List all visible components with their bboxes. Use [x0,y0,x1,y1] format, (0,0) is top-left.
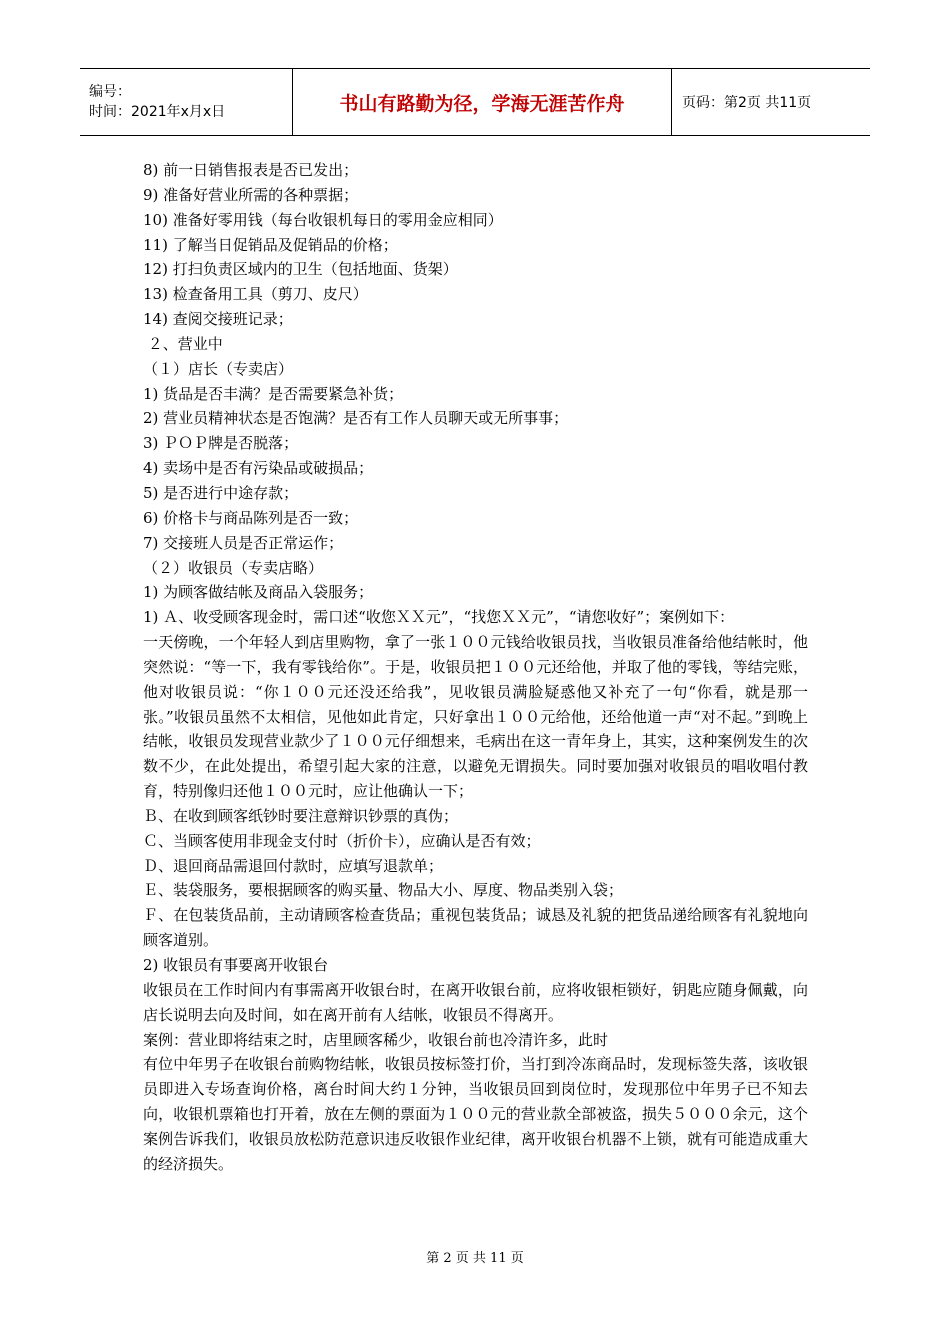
body-line: 14) 查阅交接班记录； [143,310,293,329]
page-header [80,68,870,136]
document-date: 时间：2021年x月x日 [89,104,226,120]
body-line: 13) 检查备用工具（剪刀、皮尺） [143,285,368,304]
body-line: 9) 准备好营业所需的各种票据； [143,185,359,204]
body-line: 1) 货品是否丰满？是否需要紧急补货； [143,384,404,403]
body-line: 10) 准备好零用钱（每台收银机每日的零用金应相同） [143,210,503,229]
document-body [143,158,808,1177]
page-indicator: 页码：第2页 共11页 [682,95,812,111]
body-line: 5) 是否进行中途存款； [143,483,299,502]
body-paragraph: 1) Ａ、收受顾客现金时，需口述“收您ＸＸ元”，“找您ＸＸ元”，“请您收好”；案例如下： [143,608,735,627]
body-line: 11) 了解当日促销品及促销品的价格； [143,235,398,254]
body-line: 2) 营业员精神状态是否饱满？是否有工作人员聊天或无所事事； [143,409,569,428]
body-line: 2) 收银员有事要离开收银台 [143,956,329,974]
body-line: Ｄ、退回商品需退回付款时，应填写退款单； [143,856,444,875]
header-right-cell [672,69,871,136]
body-paragraph: 收银员在工作时间内有事需离开收银台时，在离开收银台前，应将收银柜锁好，钥匙应随身佩戴，向店长说明去向及时间，如在离开前有人结帐，收银员不得离开。 [143,980,808,1024]
body-paragraph: Ｆ、在包装货品前，主动请顾客检查货品；重视包装货品；诚恳及礼貌的把货品递给顾客有礼貌地向顾客道别。 [143,906,808,950]
body-line: 案例：营业即将结束之时，店里顾客稀少，收银台前也冷清许多，此时 [143,1030,609,1049]
body-line: 1) 为顾客做结帐及商品入袋服务； [143,583,374,602]
header-center-cell [293,69,672,136]
body-line: 6) 价格卡与商品陈列是否一致； [143,508,359,527]
case-paragraph: 有位中年男子在收银台前购物结帐，收银员按标签打价，当打到冷冻商品时，发现标签失落，该收银员即进入专场查询价格，离台时间大约１分钟，当收银员回到岗位时，发现那位中年男子已不知去向，收银机票箱也打开着，放在左侧的票面为１００元的营业款全部被盗，损失５０００余元，这个案例告诉我们，收银员放松防范意识违反收银作业纪律，离开收银台机器不上锁，就有可能造成重大的经济损失。 [143,1055,808,1173]
subsection-heading: （１）店长（专卖店） [143,359,294,378]
case-paragraph: 一天傍晚，一个年轻人到店里购物，拿了一张１００元钱给收银员找，当收银员准备给他结帐时，他突然说：“等一下，我有零钱给你”。于是，收银员把１００元还给他，并取了他的零钱，等结完账，他对收银员说：“你１００元还没还给我”，见收银员满脸疑惑他又补充了一句“你看，就是那一张。”收银员虽然不太相信，见他如此肯定，只好拿出１００元给他，还给他道一声“对不起。”到晚上结帐，收银员发现营业款少了１００元仔细想来，毛病出在这一青年身上，其实，这种案例发生的次数不少，在此处提出，希望引起大家的注意，以避免无谓损失。同时要加强对收银员的唱收唱付教育，特别像归还他１００元时，应让他确认一下； [143,633,808,801]
header-left-cell [80,69,293,136]
page-footer: 第 2 页 共 11 页 [426,1251,524,1266]
body-line: Ｅ、装袋服务，要根据顾客的购买量、物品大小、厚度、物品类别入袋； [143,881,624,900]
body-line: Ｃ、当顾客使用非现金支付时（折价卡），应确认是否有效； [143,831,541,850]
body-line: 12) 打扫负责区域内的卫生（包括地面、货架） [143,260,458,279]
body-line: 8) 前一日销售报表是否已发出； [143,161,359,179]
body-line: 3) ＰＯＰ牌是否脱落； [143,434,299,453]
document-number-label: 编号： [89,84,131,100]
header-motto: 书山有路勤为径，学海无涯苦作舟 [339,92,625,115]
body-line: 7) 交接班人员是否正常运作； [143,533,344,552]
body-line: 4) 卖场中是否有污染品或破损品； [143,459,374,478]
section-heading: ２、营业中 [143,334,223,353]
subsection-heading: （２）收银员（专卖店略） [143,558,324,577]
body-line: Ｂ、在收到顾客纸钞时要注意辩识钞票的真伪； [143,806,459,825]
